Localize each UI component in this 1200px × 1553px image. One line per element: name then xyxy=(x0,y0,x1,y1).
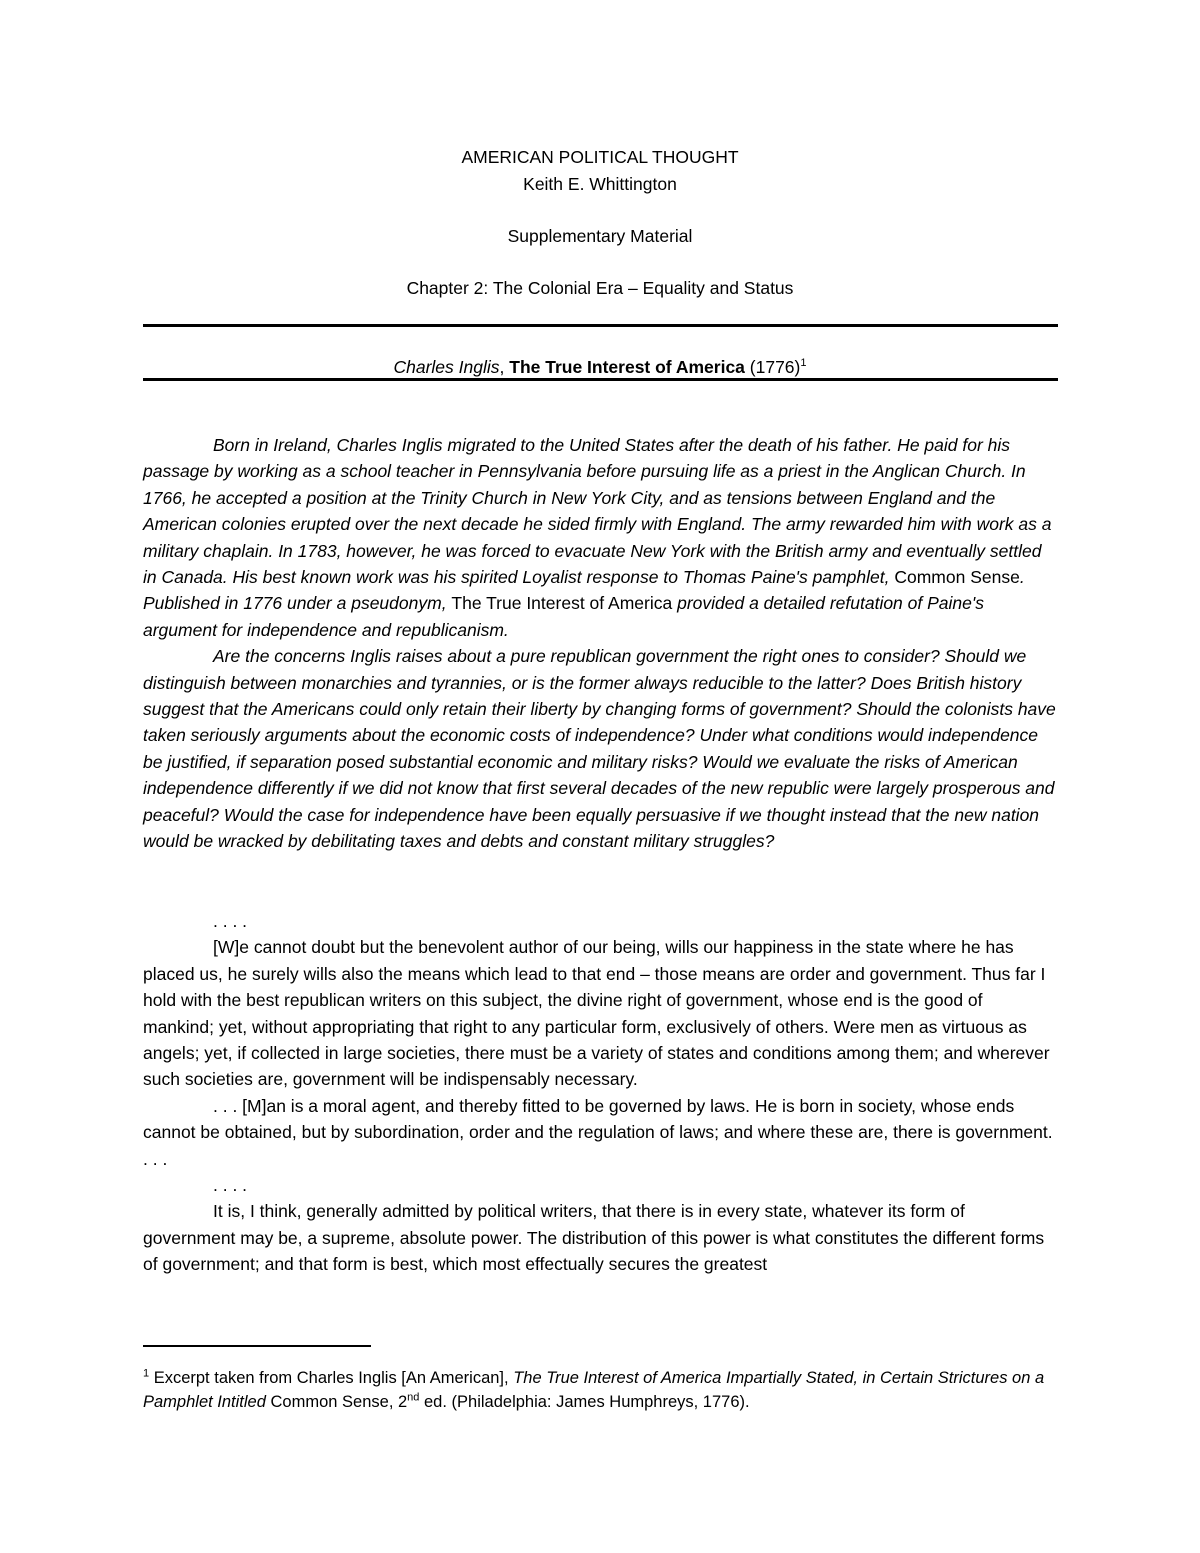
footnote-ordinal: nd xyxy=(407,1391,420,1404)
footnote-ref: 1 xyxy=(800,357,807,370)
intro-text-b: . Published in 1776 under a pseudonym, xyxy=(143,567,1025,614)
footnote xyxy=(143,1366,1058,1414)
footnote-marker: 1 xyxy=(143,1367,150,1380)
material-label: Supplementary Material xyxy=(507,226,693,246)
reading-sep: , xyxy=(499,357,510,377)
intro-paragraph-2: Are the concerns Inglis raises about a pure republican government the right ones to consider? Should we distinguish between monarchies and tyrannies, or is the former always reducible to the latter? Does British history suggest that the Americans could only retain their liberty by changing forms of government? Should the colonists have taken seriously arguments about the economic costs of independence? Under what conditions would independence be justified, if separation posed substantial economic and military risks? Would we evaluate the risks of American independence differently if we did not know that first several decades of the new republic were largely prosperous and peaceful? Would the case for independence have been equally persuasive if we thought instead that the new nation would be wracked by debilitating taxes and debts and constant military struggles? xyxy=(143,646,1056,852)
reading-heading xyxy=(0,355,1200,379)
excerpt-paragraph-2: . . . [M]an is a moral agent, and thereby fitted to be governed by laws. He is born in society, whose ends cannot be obtained, but by subordination, order and the regulation of laws; and where these are, there is government. . . . xyxy=(143,1095,1053,1169)
footnote-separator xyxy=(143,1345,371,1347)
course-title: AMERICAN POLITICAL THOUGHT xyxy=(461,147,739,167)
bottom-rule xyxy=(143,378,1058,381)
reading-year: (1776) xyxy=(744,357,801,377)
intro-paragraph-1 xyxy=(143,432,1058,643)
intro-text-a: Born in Ireland, Charles Inglis migrated to the United States after the death of his father. He paid for his passage by working as a school teacher in Pennsylvania before pursuing life as a priest in the Anglican Church. In 1766, he accepted a position at the Trinity Church in New York City, and as tensions between England and the American colonies erupted over the next decade he sided firmly with England. The army rewarded him with work as a military chaplain. In 1783, however, he was forced to evacuate New York with the British army and eventually settled in Canada. His best known work was his spirited Loyalist response to Thomas Paine's pamphlet, xyxy=(143,435,1052,588)
ellipsis-1: . . . . xyxy=(213,911,248,931)
footnote-text-e: ed. (Philadelphia: James Humphreys, 1776). xyxy=(419,1393,750,1411)
chapter-title: Chapter 2: The Colonial Era – Equality and Status xyxy=(406,278,794,298)
footnote-text-a: Excerpt taken from Charles Inglis [An American], xyxy=(149,1369,514,1387)
author-name: Keith E. Whittington xyxy=(523,174,677,194)
footnote-text-d: , 2 xyxy=(388,1393,408,1411)
excerpt-section xyxy=(143,908,1058,1278)
work-title-true-interest: The True Interest of America xyxy=(451,593,673,614)
intro-text-c: provided a detailed refutation of Paine's argument for independence and republicanism. xyxy=(143,593,984,640)
excerpt-paragraph-3: It is, I think, generally admitted by political writers, that there is in every state, whatever its form of government may be, a supreme, absolute power. The distribution of this power is what constitutes the different forms of government; and that form is best, which most effectually secures the greatest xyxy=(143,1201,1045,1275)
intro-section xyxy=(143,432,1058,855)
ellipsis-2: . . . . xyxy=(213,1175,248,1196)
excerpt-paragraph-1: [W]e cannot doubt but the benevolent author of our being, wills our happiness in the state where he has placed us, he surely wills also the means which lead to that end – those means are order and government. Thus far I hold with the best republican writers on this subject, the divine right of government, whose end is the good of mankind; yet, without appropriating that right to any particular form, exclusively of others. Were men as virtuous as angels; yet, if collected in large societies, there must be a variety of states and conditions among them; and wherever such societies are, government will be indispensably necessary. xyxy=(143,937,1050,1090)
reading-title: The True Interest of America xyxy=(509,357,745,377)
footnote-source-title: The True Interest of America Impartially Stated, in Certain Strictures on a Pamphlet Intitled xyxy=(143,1369,1045,1411)
reading-author: Charles Inglis xyxy=(393,357,500,377)
footnote-common-sense: Common Sense xyxy=(270,1393,389,1411)
work-title-common-sense: Common Sense xyxy=(894,567,1020,588)
top-rule xyxy=(143,324,1058,327)
